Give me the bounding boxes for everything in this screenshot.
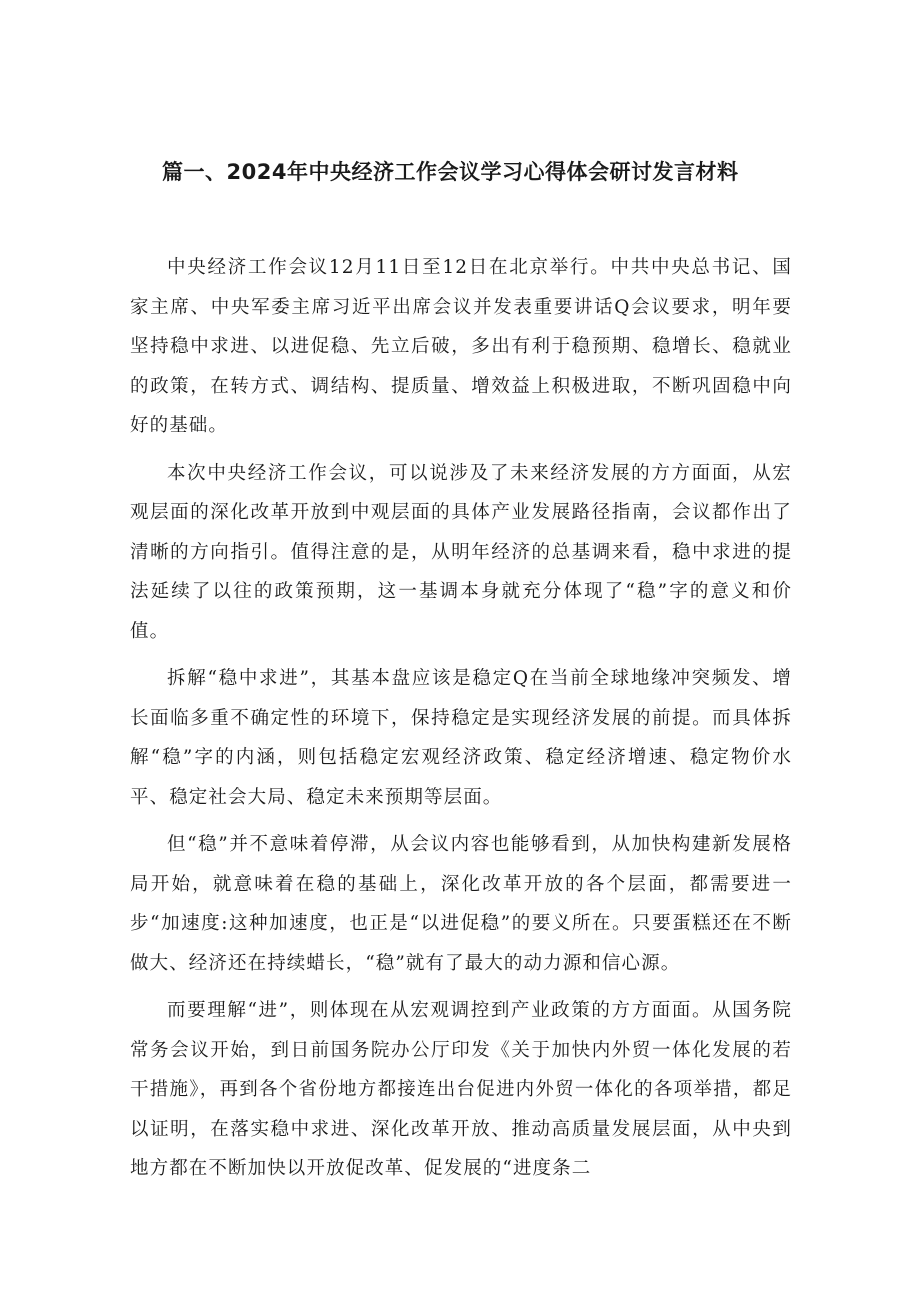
paragraph-5: 而要理解“进”，则体现在从宏观调控到产业政策的方方面面。从国务院常务会议开始，到日前国务院办公厅印发《关于加快内外贸一体化发展的若干措施》，再到各个省份地方都接连出台促进内外贸一体化的各项举措，都足以证明，在落实稳中求进、深化改革开放、推动高质量发展层面，从中央到地方都在不断加快以开放促改革、促发展的“进度条二 <box>130 1000 792 1179</box>
paragraph-4: 但“稳”并不意味着停滞，从会议内容也能够看到，从加快构建新发展格局开始，就意味着在稳的基础上，深化改革开放的各个层面，都需要进一步“加速度:这种加速度，也正是“以进促稳”的要义所在。只要蛋糕还在不断做大、经济还在持续蜡长，“稳”就有了最大的动力源和信心源。 <box>130 834 792 974</box>
paragraph-2: 本次中央经济工作会议，可以说涉及了未来经济发展的方方面面，从宏观层面的深化改革开放到中观层面的具体产业发展路径指南，会议都作出了清晰的方向指引。值得注意的是，从明年经济的总基调来看，稳中求进的提法延续了以往的政策预期，这一基调本身就充分体现了“稳”字的意义和价值。 <box>130 462 792 642</box>
paragraph-1: 中央经济工作会议12月11日至12日在北京举行。中共中央总书记、国家主席、中央军委主席习近平出席会议并发表重要讲话Q会议要求，明年要坚持稳中求进、以进促稳、先立后破，多出有利于稳预期、稳增长、稳就业的政策，在转方式、调结构、提质量、增效益上积极进取，不断巩固稳中向好的基础。 <box>130 257 792 436</box>
document-body <box>130 248 792 1197</box>
document-title: 篇一、2024年中央经济工作会议学习心得体会研讨发言材料 <box>162 160 739 184</box>
paragraph-3: 拆解“稳中求进”，其基本盘应该是稳定Q在当前全球地缘冲突频发、增长面临多重不确定性的环境下，保持稳定是实现经济发展的前提。而具体拆解“稳”字的内涵，则包括稳定宏观经济政策、稳定经济增速、稳定物价水平、稳定社会大局、稳定未来预期等层面。 <box>130 668 792 808</box>
